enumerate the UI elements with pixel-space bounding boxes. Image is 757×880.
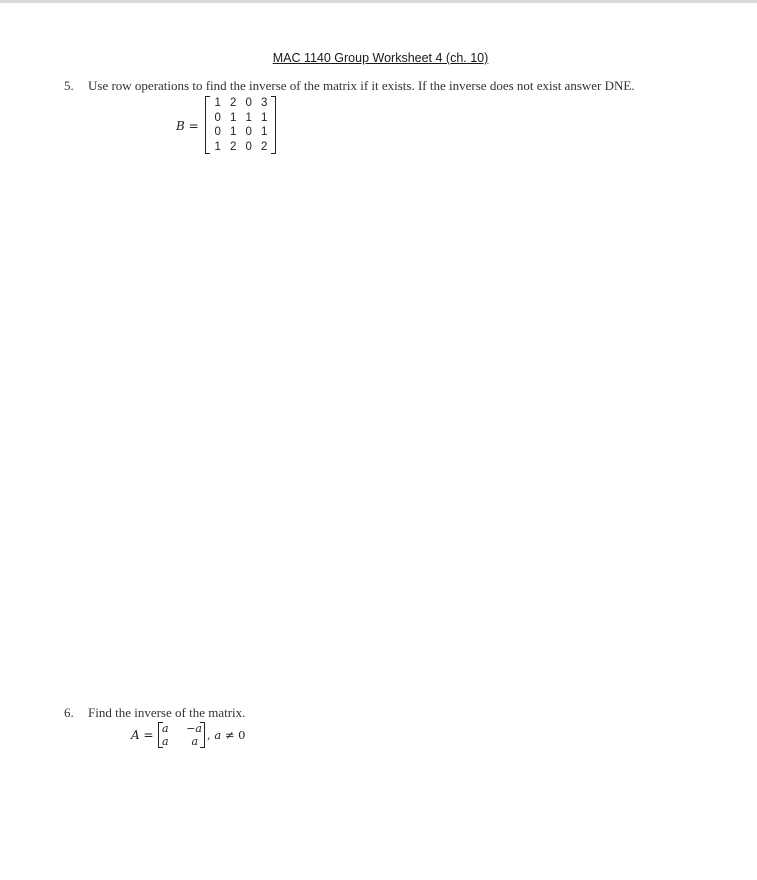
condition-comma: , (207, 728, 211, 742)
worksheet-title: MAC 1140 Group Worksheet 4 (ch. 10) (272, 51, 489, 65)
matrix-cell: 1 (230, 111, 237, 124)
matrix-cell: 0 (245, 97, 252, 109)
matrix-b (205, 96, 276, 154)
matrix-cell: 2 (261, 140, 268, 153)
matrix-cell: 1 (214, 97, 221, 109)
matrix-cell: a (162, 735, 169, 748)
question-6-number: 6. (64, 705, 74, 720)
question-5-number: 5. (64, 78, 74, 93)
matrix-b-label: B = (176, 119, 199, 133)
left-bracket (158, 722, 163, 748)
matrix-cell: 1 (261, 111, 268, 124)
right-bracket (271, 96, 276, 154)
matrix-cell: 2 (230, 140, 237, 153)
matrix-a-label: A = (131, 728, 154, 742)
matrix-cell: 1 (214, 140, 221, 153)
right-bracket (200, 722, 205, 748)
matrix-cell: 1 (245, 111, 252, 124)
top-rule (0, 0, 757, 3)
matrix-cell: −a (186, 722, 202, 735)
matrix-cell: 3 (261, 97, 268, 109)
matrix-cell: 1 (230, 126, 237, 138)
matrix-a-condition (207, 728, 245, 742)
matrix-cell: 0 (214, 111, 221, 124)
matrix-cell: 1 (261, 126, 268, 138)
condition-not-equal-zero: ≠ 0 (224, 728, 246, 742)
matrix-cell: 0 (245, 140, 252, 153)
matrix-cell: 0 (245, 126, 252, 138)
matrix-cell: a (191, 735, 198, 748)
question-6-text: Find the inverse of the matrix. (88, 705, 246, 720)
matrix-cell: a (162, 722, 169, 735)
matrix-cell: 2 (230, 97, 237, 109)
matrix-a (158, 722, 205, 748)
condition-variable: a (214, 728, 222, 742)
question-5-text: Use row operations to find the inverse of the matrix if it exists. If the inverse does not exist answer DNE. (88, 78, 635, 93)
left-bracket (205, 96, 210, 154)
matrix-cell: 0 (214, 126, 221, 138)
